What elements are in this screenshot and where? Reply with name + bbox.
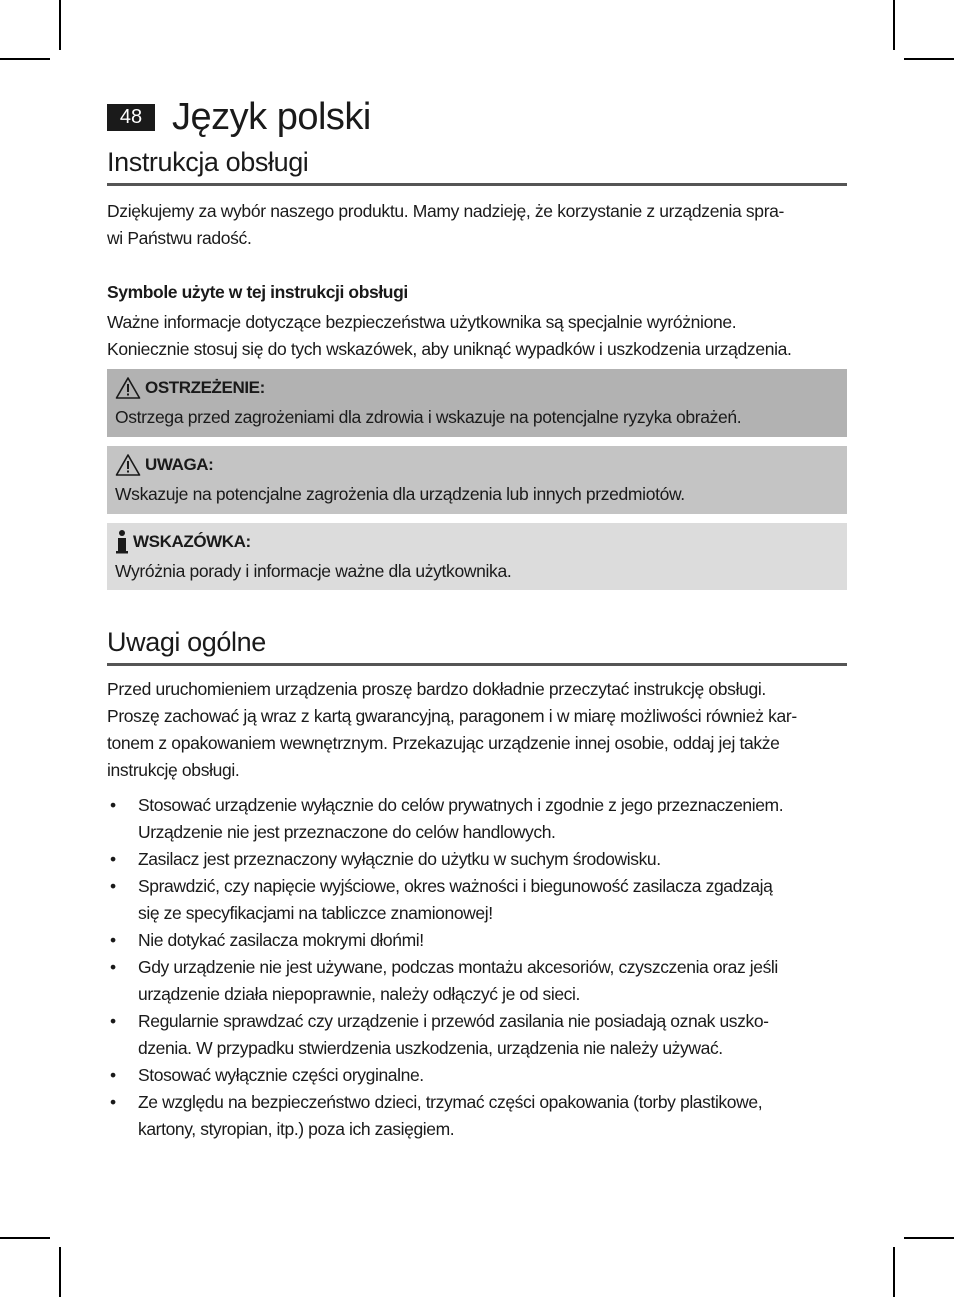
text-line: się ze specyfikacjami na tabliczce znamionowej! — [138, 903, 493, 923]
bullet-icon: • — [110, 1092, 116, 1112]
text-line: Stosować wyłącznie części oryginalne. — [138, 1065, 424, 1085]
list-item — [107, 1008, 852, 1062]
text-line: Zasilacz jest przeznaczony wyłącznie do użytku w suchym środowisku. — [138, 849, 661, 869]
warning-text: Ostrzega przed zagrożeniami dla zdrowia i wskazuje na potencjalne ryzyka obrażeń. — [115, 407, 742, 427]
bullet-icon: • — [110, 849, 116, 869]
info-icon — [115, 529, 129, 555]
text-line: Stosować urządzenie wyłącznie do celów prywatnych i zgodnie z jego przeznaczeniem. — [138, 795, 784, 815]
text-line: tonem z opakowaniem wewnętrznym. Przekazując urządzenie innej osobie, oddaj jej także — [107, 733, 780, 753]
warning-notice — [107, 369, 847, 437]
tip-text: Wyróżnia porady i informacje ważne dla użytkownika. — [115, 561, 512, 581]
caution-label: UWAGA: — [145, 455, 214, 474]
caution-notice — [107, 446, 847, 514]
list-item — [107, 1062, 852, 1089]
warning-label-row — [115, 375, 839, 401]
list-item — [107, 792, 852, 846]
warning-label: OSTRZEŻENIE: — [145, 378, 265, 397]
text-line: Proszę zachować ją wraz z kartą gwarancyjną, paragonem i w miarę możliwości również kar- — [107, 706, 797, 726]
bullet-icon: • — [110, 795, 116, 815]
list-item — [107, 954, 852, 1008]
text-line: urządzenie działa niepoprawnie, należy odłączyć je od sieci. — [138, 984, 580, 1004]
text-line: kartony, styropian, itp.) poza ich zasięgiem. — [138, 1119, 455, 1139]
crop-mark — [893, 0, 895, 50]
crop-mark — [893, 1247, 895, 1297]
crop-mark — [0, 1237, 50, 1239]
crop-mark — [0, 58, 50, 60]
symbols-paragraph — [107, 309, 847, 363]
tip-notice — [107, 523, 847, 590]
text-line: Koniecznie stosuj się do tych wskazówek, aby uniknąć wypadków i uszkodzenia urządzenia. — [107, 339, 792, 359]
text-line: instrukcję obsługi. — [107, 760, 240, 780]
bullet-icon: • — [110, 876, 116, 896]
general-paragraph — [107, 676, 847, 784]
list-item — [107, 1089, 852, 1143]
list-item — [107, 846, 852, 873]
text-line: Przed uruchomieniem urządzenia proszę bardzo dokładnie przeczytać instrukcję obsługi. — [107, 679, 766, 699]
text-line: Sprawdzić, czy napięcie wyjściowe, okres ważności i biegunowość zasilacza zgadzają — [138, 876, 773, 896]
crop-mark — [904, 1237, 954, 1239]
language-title: Język polski — [172, 96, 371, 138]
crop-mark — [59, 1247, 61, 1297]
text-line: Ważne informacje dotyczące bezpieczeństwa użytkownika są specjalnie wyróżnione. — [107, 312, 737, 332]
text-line: wi Państwu radość. — [107, 228, 252, 248]
warning-triangle-icon — [115, 453, 141, 477]
bullet-icon: • — [110, 1011, 116, 1031]
caution-text: Wskazuje na potencjalne zagrożenia dla urządzenia lub innych przedmiotów. — [115, 484, 685, 504]
list-item — [107, 927, 852, 954]
text-line: Dziękujemy za wybór naszego produktu. Mamy nadzieję, że korzystanie z urządzenia spra- — [107, 201, 785, 221]
section-heading-general: Uwagi ogólne — [107, 626, 847, 666]
section-heading-manual: Instrukcja obsługi — [107, 146, 847, 186]
tip-label-row — [115, 529, 839, 555]
intro-paragraph — [107, 198, 847, 252]
text-line: Nie dotykać zasilacza mokrymi dłońmi! — [138, 930, 424, 950]
text-line: Ze względu na bezpieczeństwo dzieci, trzymać części opakowania (torby plastikowe, — [138, 1092, 763, 1112]
symbols-heading: Symbole użyte w tej instrukcji obsługi — [107, 282, 408, 302]
text-line: dzenia. W przypadku stwierdzenia uszkodzenia, urządzenia nie należy używać. — [138, 1038, 723, 1058]
bullet-icon: • — [110, 1065, 116, 1085]
list-item — [107, 873, 852, 927]
warning-triangle-icon — [115, 376, 141, 400]
caution-label-row — [115, 452, 839, 478]
safety-bullet-list — [107, 792, 852, 1143]
crop-mark — [904, 58, 954, 60]
tip-label: WSKAZÓWKA: — [133, 532, 251, 551]
bullet-icon: • — [110, 930, 116, 950]
page-number: 48 — [107, 104, 155, 131]
crop-mark — [59, 0, 61, 50]
text-line: Urządzenie nie jest przeznaczone do celów handlowych. — [138, 822, 556, 842]
bullet-icon: • — [110, 957, 116, 977]
text-line: Regularnie sprawdzać czy urządzenie i przewód zasilania nie posiadają oznak uszko- — [138, 1011, 769, 1031]
text-line: Gdy urządzenie nie jest używane, podczas montażu akcesoriów, czyszczenia oraz jeśli — [138, 957, 778, 977]
